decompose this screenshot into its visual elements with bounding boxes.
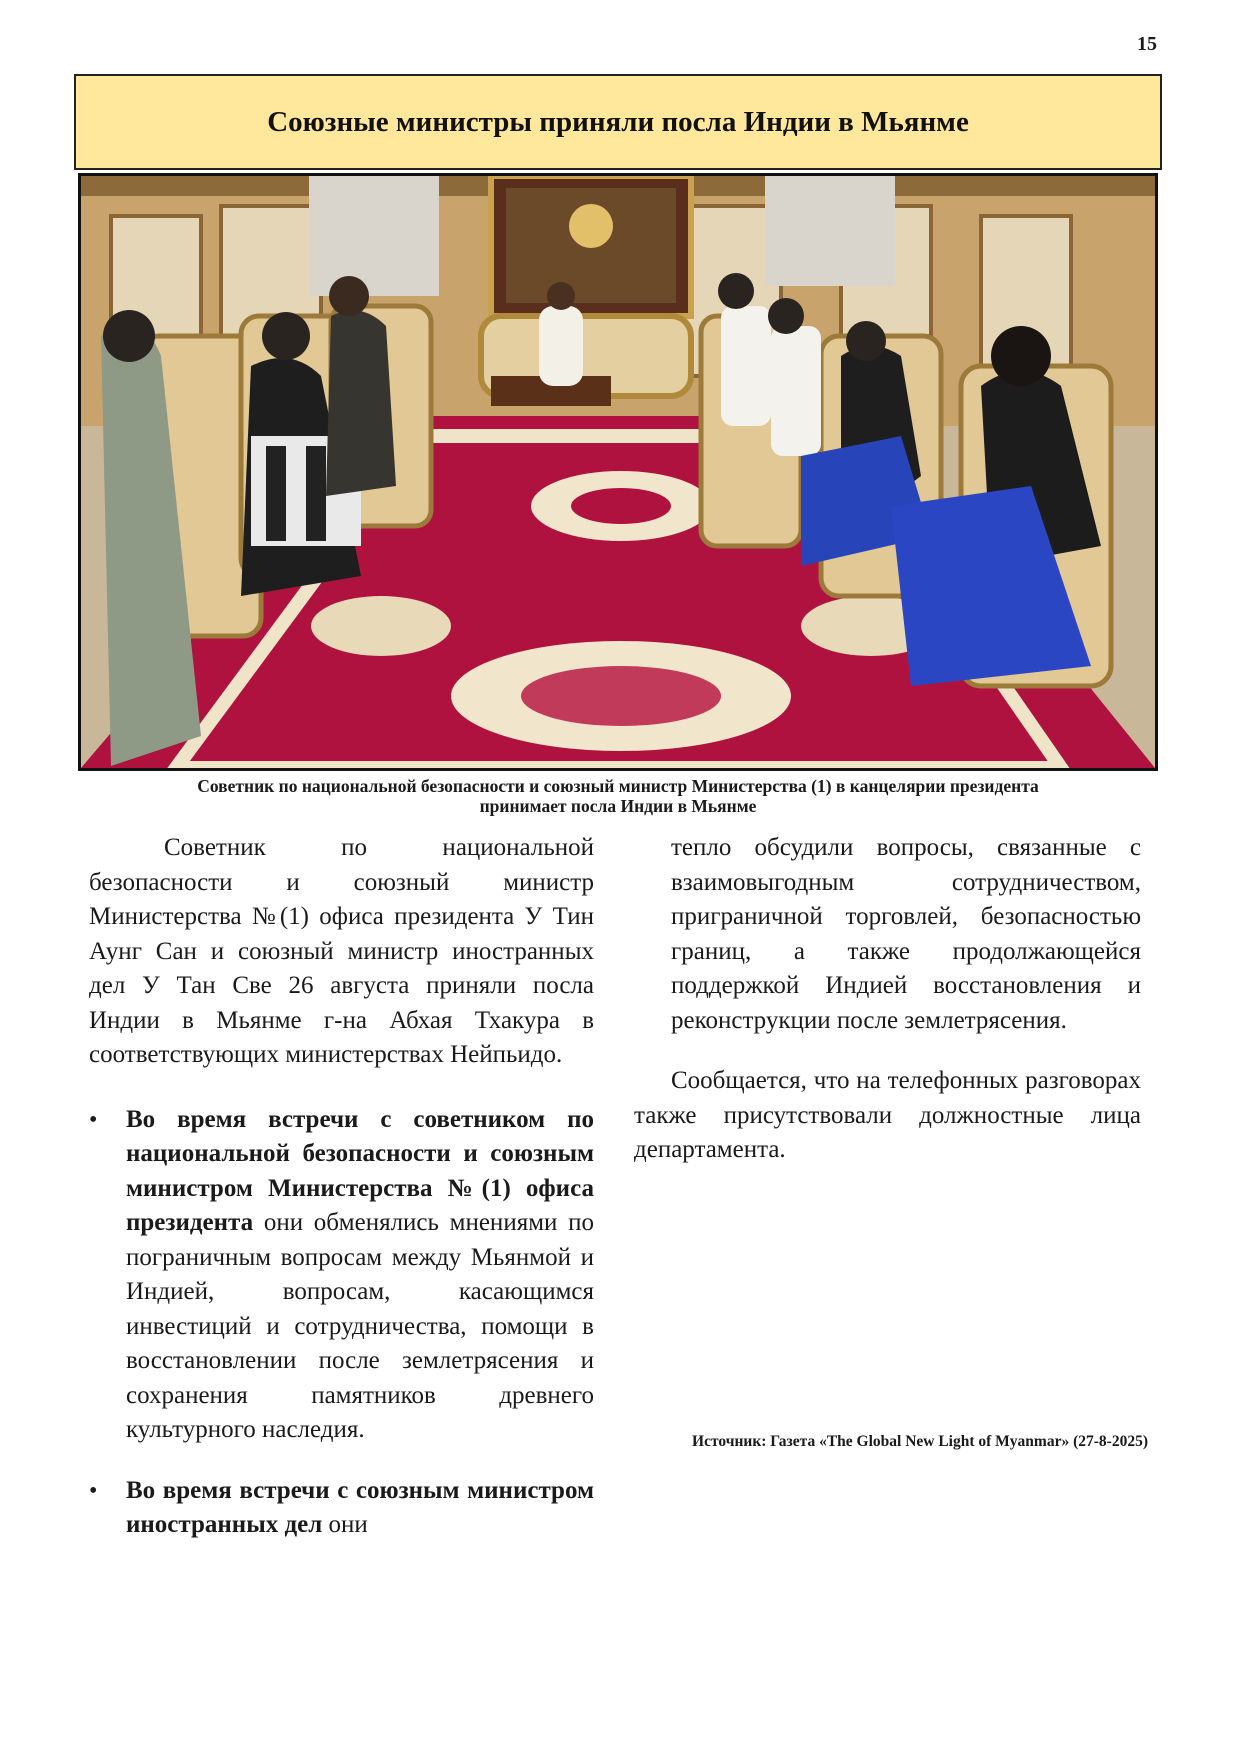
meeting-photo [78, 173, 1158, 771]
bullet-bold-text: Во время встречи с союзным министром иностранных дел [126, 1476, 594, 1538]
article-title: Союзные министры приняли посла Индии в Мьянме [267, 105, 969, 138]
bullet-text: они [322, 1511, 368, 1538]
bullet-bold-text: Во время встречи с советником по национальной безопасности и союзным министром Министерства №(1) офиса президента [126, 1105, 594, 1236]
bullet-text: они обменялись мнениями по пограничным вопросам между Мьянмой и Индией, вопросам, касающимся инвестиций и сотрудничества, помощи в восстановлении после землетрясения и сохранения памятников древнего культурного наследия. [126, 1209, 594, 1443]
continuation-paragraph: тепло обсудили вопросы, связанные с взаимовыгодным сотрудничеством, приграничной торговлей, безопасностью границ, а также продолжающейся поддержкой Индией восстановления и реконструкции после землетрясения. [671, 834, 1141, 1034]
intro-paragraph: Советник по национальной безопасности и союзный министр Министерства №(1) офиса президента У Тин Аунг Сан и союзный министр иностранных дел У Тан Све 26 августа приняли посла Индии в Мьянме г-на Абхая Тхакура в соответствующих министерствах Нейпьидо. [89, 834, 594, 1068]
closing-paragraph: Сообщается, что на телефонных разговорах также присутствовали должностные лица департамента. [634, 1067, 1141, 1163]
bullet-item [89, 1474, 594, 1543]
bullet-item [89, 1103, 594, 1448]
caption-line-1: Советник по национальной безопасности и союзный министр Министерства (1) в канцелярии президента [197, 776, 1039, 796]
photo-caption [78, 776, 1158, 816]
title-banner [74, 74, 1162, 170]
page-number: 15 [1137, 33, 1157, 55]
source-credit: Источник: Газета «The Global New Light of Myanmar» (27-8-2025) [692, 1433, 1148, 1450]
right-column [634, 831, 1141, 1168]
meeting-bullets [89, 1103, 594, 1543]
left-column [89, 831, 594, 1543]
caption-line-2: принимает посла Индии в Мьянме [479, 796, 757, 816]
